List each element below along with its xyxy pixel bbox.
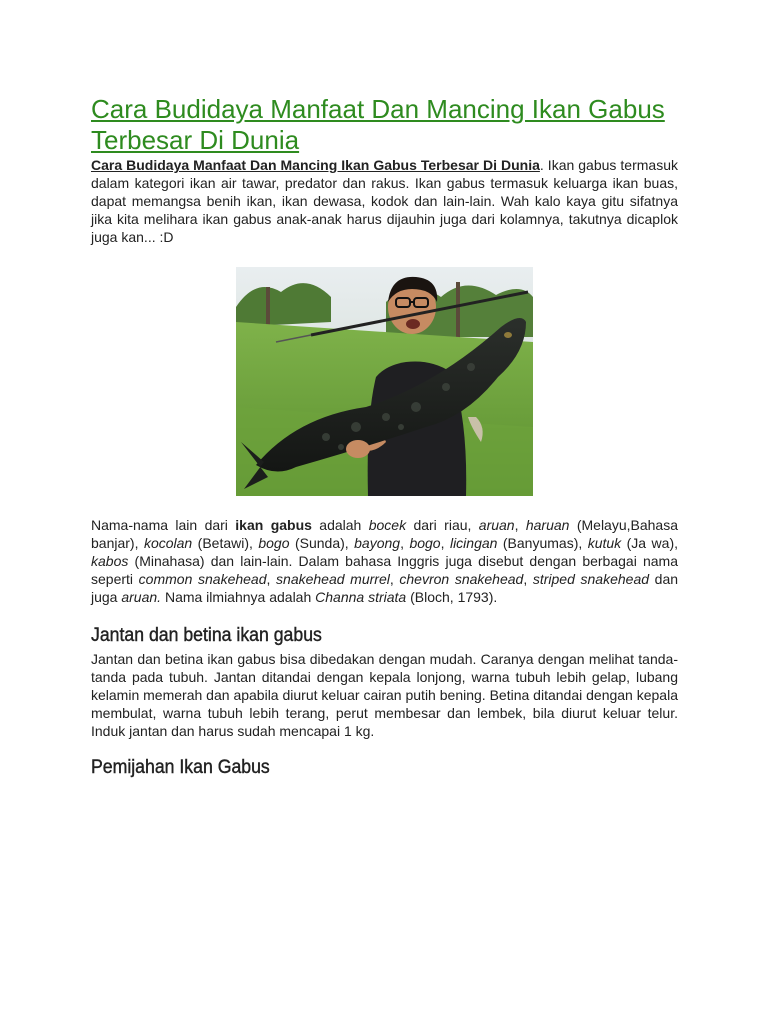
text: (Betawi), xyxy=(192,535,259,551)
local-name: haruan xyxy=(525,517,570,533)
text: (Bloch, 1793). xyxy=(406,589,498,605)
text: (Ja wa), xyxy=(621,535,679,551)
local-name: kutuk xyxy=(587,535,622,551)
intro-title-link[interactable]: Cara Budidaya Manfaat Dan Mancing Ikan Gabus Terbesar Di Dunia xyxy=(91,157,540,173)
text: , xyxy=(400,535,410,551)
text: (Banyumas), xyxy=(497,535,588,551)
english-name: chevron snakehead xyxy=(399,571,524,587)
intro-text: . Ikan gabus termasuk dalam kategori ikan air tawar, predator dan rakus. Ikan gabus termasuk keluarga ikan buas, dapat memangsa benih ikan, ikan dewasa, kodok dan lain-lain. Wah kalo kaya gitu sifatnya jika kita melihara ikan gabus anak-anak harus dijauhin juga dari kolamnya, takutnya dicaplok juga kan... :D xyxy=(91,157,678,245)
local-name: bogo xyxy=(258,535,290,551)
local-name: kabos xyxy=(91,553,129,569)
ikan-keyword: ikan xyxy=(235,517,264,533)
article xyxy=(91,94,678,782)
text: (Melayu,Bahasa banjar), xyxy=(91,517,678,551)
text: , xyxy=(523,571,533,587)
text: (Sunda), xyxy=(289,535,355,551)
scientific-name: Channa striata xyxy=(315,589,407,605)
section-heading-pemijahan: Pemijahan Ikan Gabus xyxy=(91,757,270,778)
photo-man-holding-snakehead-fish xyxy=(236,267,533,496)
text: , xyxy=(514,517,526,533)
local-name: bayong xyxy=(354,535,401,551)
text: (Minahasa) dan lain-lain. Dalam bahasa Inggris juga disebut dengan berbagai nama seperti xyxy=(91,553,678,587)
english-name: striped snakehead xyxy=(532,571,650,587)
text: , xyxy=(266,571,277,587)
local-name: aruan xyxy=(478,517,515,533)
text: , xyxy=(389,571,400,587)
gabus-keyword: gabus xyxy=(270,517,312,533)
intro-paragraph xyxy=(91,156,678,246)
section-paragraph-jantan-betina: Jantan dan betina ikan gabus bisa dibedakan dengan mudah. Caranya dengan melihat tanda-tanda pada tubuh. Jantan ditandai dengan kepala lonjong, warna tubuh lebih gelap, lubang kelamin memerah dan apabila diurut keluar cairan putih bening. Betina ditandai dengan kepala membulat, warna tubuh lebih terang, perut membesar dan lembek, bila diurut keluar telur. Induk jantan dan harus sudah mencapai 1 kg. xyxy=(91,651,678,739)
article-title[interactable]: Cara Budidaya Manfaat Dan Mancing Ikan Gabus Terbesar Di Dunia xyxy=(91,94,665,155)
english-name: common snakehead xyxy=(138,571,267,587)
text: Nama-nama lain dari xyxy=(91,517,236,533)
text: adalah xyxy=(311,517,369,533)
local-name: bocek xyxy=(368,517,407,533)
section-heading-jantan-betina: Jantan dan betina ikan gabus xyxy=(91,625,322,646)
local-name: bogo xyxy=(409,535,441,551)
local-name: licingan xyxy=(449,535,498,551)
text: Nama ilmiahnya adalah xyxy=(161,589,316,605)
english-name: snakehead murrel xyxy=(276,571,390,587)
names-paragraph xyxy=(91,516,678,606)
local-name: aruan. xyxy=(121,589,162,605)
local-name: kocolan xyxy=(143,535,193,551)
text: dan juga xyxy=(91,571,679,605)
text: dari riau, xyxy=(406,517,479,533)
text: , xyxy=(440,535,450,551)
